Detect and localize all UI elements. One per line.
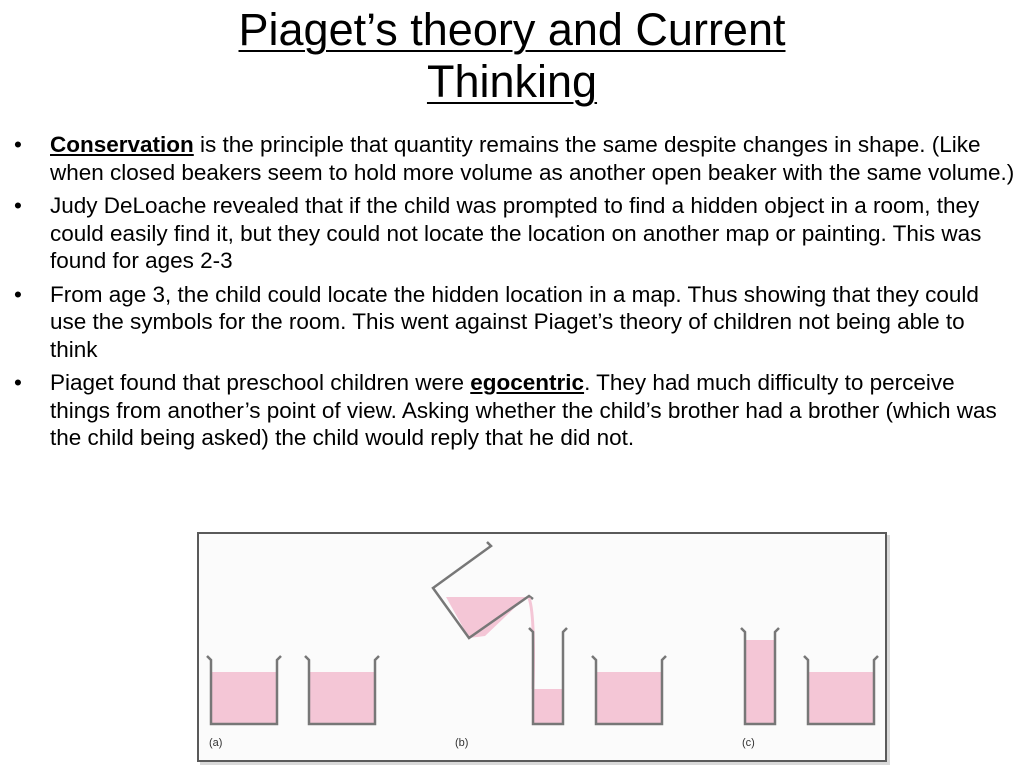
bullet-list xyxy=(14,131,1016,458)
liquid-fill xyxy=(808,672,874,724)
bullet-text: Judy DeLoache revealed that if the child was prompted to find a hidden object in a room, they could easily find it, but they could not locate the location on another map or painting. This was found for ages 2-3 xyxy=(50,193,982,273)
liquid-fill xyxy=(533,689,563,724)
slide-title xyxy=(60,4,964,108)
bullet-item-conservation xyxy=(14,131,1016,186)
bullet-item-egocentric xyxy=(14,369,1016,452)
liquid-fill xyxy=(596,672,662,724)
bullet-marker: • xyxy=(14,370,22,395)
label-b: (b) xyxy=(455,737,469,749)
beaker-c-tall xyxy=(741,628,779,724)
bullet-text: is the principle that quantity remains the same despite changes in shape. (Like when closed beakers seem to hold more volume as another open beaker with the same volume.) xyxy=(50,132,1015,185)
slide-title-line1: Piaget’s theory and Current xyxy=(238,4,786,55)
liquid-fill xyxy=(309,672,375,724)
beaker-b-wide xyxy=(592,656,666,724)
term-conservation: Conservation xyxy=(50,132,194,157)
bullet-item-age-three xyxy=(14,281,1016,364)
liquid-fill xyxy=(211,672,277,724)
label-a: (a) xyxy=(209,737,223,749)
term-egocentric: egocentric xyxy=(470,370,585,395)
beaker-a-left xyxy=(207,656,281,724)
liquid-fill xyxy=(745,640,775,724)
beaker-illustration xyxy=(199,534,885,760)
beaker-c-wide xyxy=(804,656,878,724)
conservation-beaker-figure xyxy=(197,532,887,762)
bullet-text: Piaget found that preschool children were xyxy=(50,370,471,395)
bullet-marker: • xyxy=(14,132,22,157)
label-c: (c) xyxy=(742,737,755,749)
bullet-item-deloache xyxy=(14,192,1016,275)
beaker-a-right xyxy=(305,656,379,724)
liquid-fill xyxy=(446,597,526,638)
bullet-text: . They had much difficulty to perceive things from another’s point of view. Asking whether the child’s brother had a brother (which was the child being asked) the child would reply that he did not. xyxy=(50,370,997,450)
bullet-text: From age 3, the child could locate the hidden location in a map. Thus showing that they could use the symbols for the room. This went against Piaget’s theory of children not being able to think xyxy=(50,281,979,362)
bullet-marker: • xyxy=(14,193,22,218)
bullet-marker: • xyxy=(14,281,22,307)
pouring-beaker xyxy=(433,542,534,689)
slide-title-line2: Thinking xyxy=(426,56,598,107)
